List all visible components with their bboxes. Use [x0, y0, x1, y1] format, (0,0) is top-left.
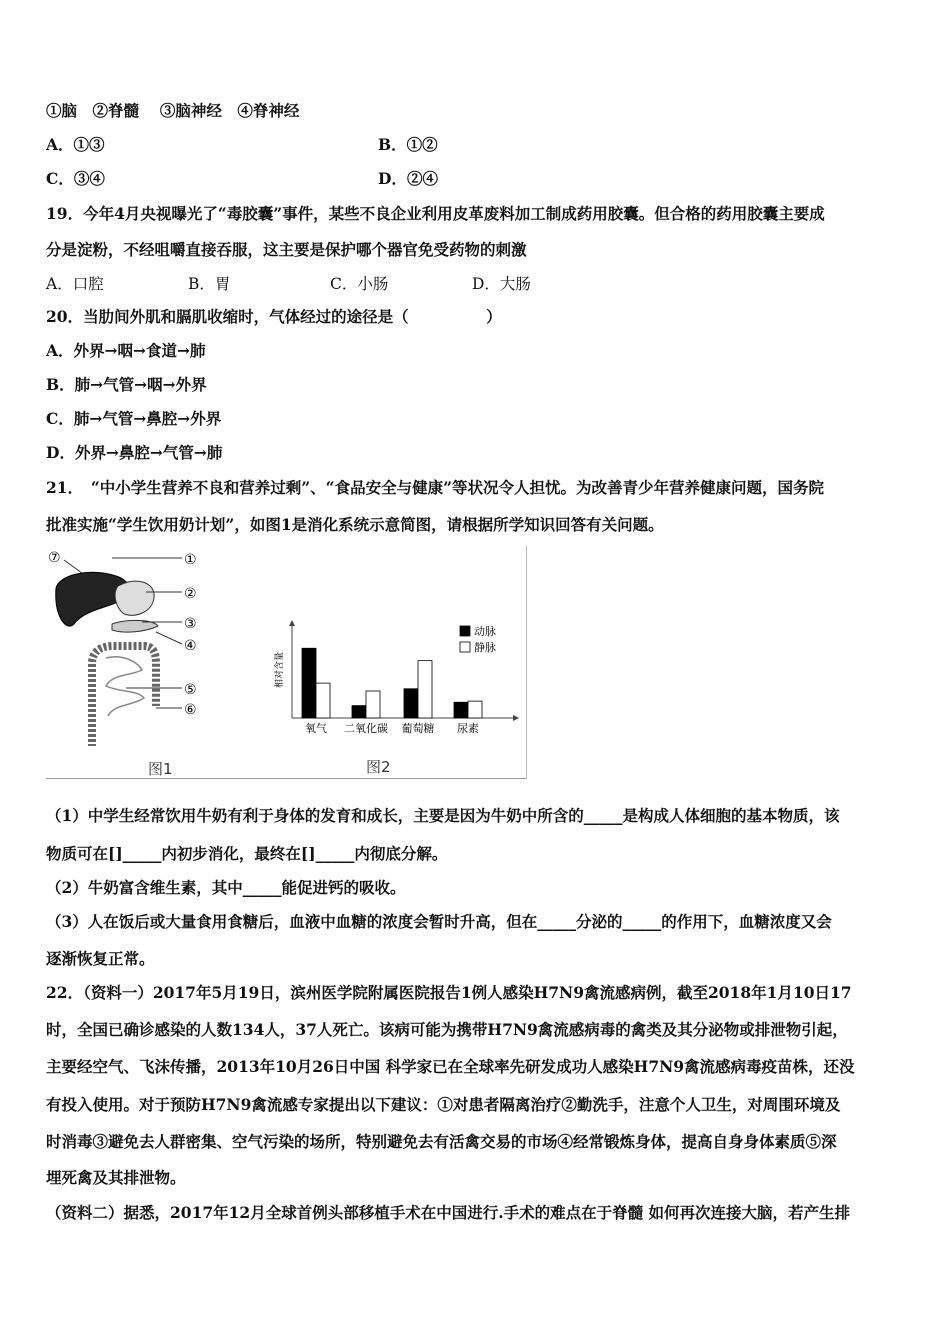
figure-2-caption: 图2	[366, 758, 391, 776]
q22-line7: （资料二）据悉，2017年12月全球首例头部移植手术在中国进行.手术的难点在于脊髓 如何再次连接大脑，若产生排	[46, 1203, 851, 1222]
q20-option-d: D．外界→鼻腔→气管→肺	[46, 443, 223, 462]
bar-静脉-葡萄糖	[418, 661, 432, 718]
q21-sub1-line1: （1）中学生经常饮用牛奶有利于身体的发育和成长，主要是因为牛奶中所含的_____是构成人体细胞的基本物质，该	[46, 806, 840, 825]
fig1-label-5: ⑤	[184, 682, 197, 698]
chart-y-axis-arrow	[289, 620, 295, 626]
q21-stem-line2: 批准实施“学生饮用奶计划”，如图1是消化系统示意简图，请根据所学知识回答有关问题。	[46, 515, 664, 534]
x-tick-label-二氧化碳: 二氧化碳	[344, 722, 388, 735]
fig1-label-7: ⑦	[48, 550, 61, 566]
x-tick-label-尿素: 尿素	[457, 722, 479, 735]
q20-stem: 20．当肋间外肌和膈肌收缩时，气体经过的途径是（ ）	[46, 307, 502, 326]
q18-option-c: C．③④	[46, 169, 105, 188]
q20-option-a: A．外界→咽→食道→肺	[46, 341, 206, 360]
bar-静脉-氧气	[316, 683, 330, 718]
q22-line5: 时消毒③避免去人群密集、空气污染的场所，特别避免去有活禽交易的市场④经常锻炼身体，提高自身身体素质⑤深	[46, 1132, 837, 1151]
legend-label-静脉: 静脉	[474, 641, 496, 654]
fig1-label-3: ③	[184, 616, 197, 632]
chart-ylabel: 相对含量	[275, 651, 285, 688]
q22-line2: 时，全国已确诊感染的人数134人，37人死亡。该病可能为携带H7N9禽流感病毒的禽类及其分泌物或排泄物引起，	[46, 1020, 848, 1039]
q20-option-b: B．肺→气管→咽→外界	[46, 375, 207, 394]
fig1-label-4: ④	[184, 638, 197, 654]
bar-动脉-葡萄糖	[404, 689, 418, 718]
figure-1-digestive-system	[46, 546, 216, 746]
q21-sub3-line2: 逐渐恢复正常。	[46, 949, 155, 968]
bar-静脉-二氧化碳	[366, 691, 380, 718]
q19-option-d: D．大肠	[472, 275, 531, 293]
bar-动脉-尿素	[454, 702, 468, 718]
legend-swatch-静脉	[460, 642, 470, 652]
q21-sub1-line2: 物质可在[]_____内初步消化，最终在[]_____内彻底分解。	[46, 844, 448, 863]
stomach-shape	[115, 581, 154, 615]
q18-items: ①脑 ②脊髓 ③脑神经 ④脊神经	[46, 101, 300, 120]
bar-动脉-氧气	[302, 648, 316, 718]
chart-x-axis-arrow	[513, 715, 519, 721]
q19-stem-line1: 19．今年4月央视曝光了“毒胶囊”事件，某些不良企业利用皮革废料加工制成药用胶囊。但合格的药用胶囊主要成	[46, 204, 825, 223]
q22-line3: 主要经空气、飞沫传播，2013年10月26日中国 科学家已在全球率先研发成功人感染H7N9禽流感病毒疫苗株，还没	[46, 1057, 855, 1076]
q18-option-a: A．①③	[46, 135, 105, 154]
q18-option-d: D．②④	[378, 169, 438, 188]
bar-动脉-二氧化碳	[352, 706, 366, 718]
q22-line6: 埋死禽及其排泄物。	[46, 1168, 186, 1187]
q19-option-c: C．小肠	[330, 275, 389, 293]
small-intestine-shape	[106, 657, 144, 716]
fig1-label-2: ②	[184, 586, 197, 602]
q22-line1: 22．（资料一）2017年5月19日，滨州医学院附属医院报告1例人感染H7N9禽流感病例，截至2018年1月10日17	[46, 983, 852, 1002]
q19-stem-line2: 分是淀粉，不经咀嚼直接吞服，这主要是保护哪个器官免受药物的刺激	[46, 240, 527, 259]
q19-option-b: B．胃	[188, 275, 231, 293]
large-intestine-shape	[92, 646, 156, 746]
fig1-label-6: ⑥	[184, 702, 197, 718]
q18-option-b: B．①②	[378, 135, 438, 154]
figure-2-bar-chart	[268, 618, 528, 738]
figure-1-caption: 图1	[148, 760, 173, 778]
legend-label-动脉: 动脉	[474, 625, 496, 638]
bar-静脉-尿素	[468, 701, 482, 718]
q20-option-c: C．肺→气管→鼻腔→外界	[46, 409, 222, 428]
q21-stem-line1: 21． “中小学生营养不良和营养过剩”、“食品安全与健康”等状况令人担忧。为改善青少年营养健康问题，国务院	[46, 478, 824, 497]
x-tick-label-氧气: 氧气	[305, 722, 327, 735]
x-tick-label-葡萄糖: 葡萄糖	[401, 722, 435, 735]
q19-option-a: A．口腔	[46, 275, 104, 293]
q22-line4: 有投入使用。对于预防H7N9禽流感专家提出以下建议：①对患者隔离治疗②勤洗手，注意个人卫生，对周围环境及	[46, 1095, 841, 1114]
q21-sub2: （2）牛奶富含维生素，其中_____能促进钙的吸收。	[46, 878, 406, 897]
figure-box	[46, 546, 527, 779]
fig1-label-1: ①	[184, 552, 197, 568]
q21-sub3-line1: （3）人在饭后或大量食用食糖后，血液中血糖的浓度会暂时升高，但在_____分泌的_____的作用下，血糖浓度又会	[46, 912, 832, 931]
legend-swatch-动脉	[460, 626, 470, 636]
